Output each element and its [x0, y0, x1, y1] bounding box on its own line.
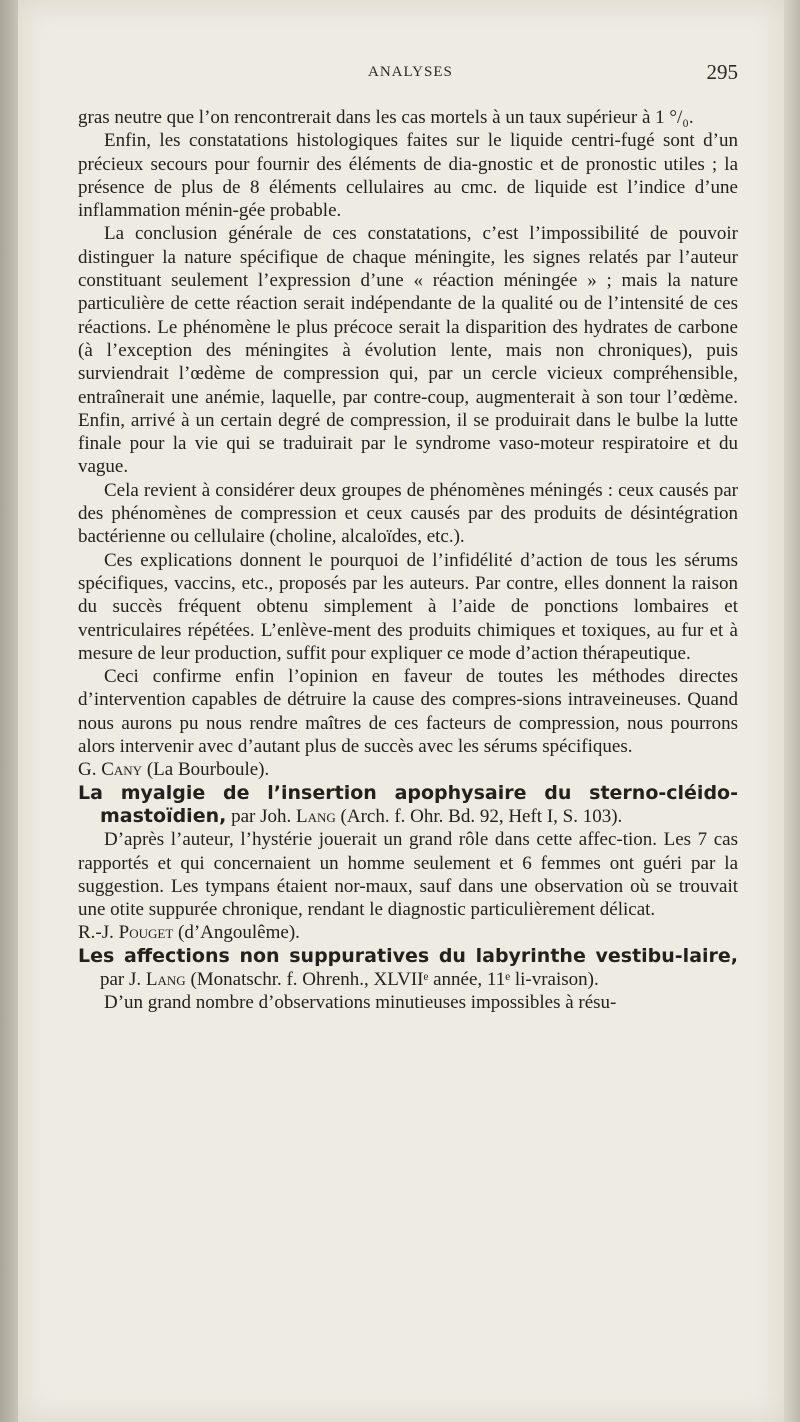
article-body: D’après l’auteur, l’hystérie jouerait un grand rôle dans cette affec-tion. Les 7 cas rapportés et qui concernaient un homme seulement et 6 femmes ont guéri par la suggestion. Les tympans étaient nor-maux, sauf dans une observation où se trouvait une otite suppurée chronique, rendant le diagnostic particulièrement délicat. — [78, 829, 738, 921]
article-by: par J. — [100, 968, 142, 990]
article-title: Les affections non suppuratives du labyrinthe vestibu-laire, — [78, 944, 738, 967]
article-body: D’un grand nombre d’observations minutieuses impossibles à résu- — [104, 992, 617, 1014]
paragraph: La conclusion générale de ces constatations, c’est l’impossibilité de pouvoir distinguer la nature spécifique de chaque méningite, les signes relatés par l’auteur constituant seulement l’expression d’une « réaction méningée » ; mais la nature particulière de cette réaction serait indépendante de la qualité ou de l’intensité de ces réactions. Le phénomène le plus précoce serait la disparition des hydrates de carbone (à l’exception des méningites à évolution lente, mais non chroniques), puis surviendrait l’œdème de compression qui, par un cercle vicieux compréhensible, entraînerait une anémie, laquelle, par contre-coup, augmenterait à son tour l’œdème. Enfin, arrivé à un certain degré de compression, il se produirait dans le bulbe la lutte finale pour la vie qui se traduirait par le syndrome vaso-moteur respiratoire et du vague. — [78, 223, 738, 478]
article-heading — [78, 782, 738, 829]
signature-place: (La Bourboule). — [146, 759, 270, 781]
article-citation: (Monatschr. f. Ohrenh., XLVIIᵉ année, 11ᵉ li-vraison). — [190, 968, 599, 990]
running-title: ANALYSES — [368, 64, 453, 80]
signature-name: Cany — [101, 759, 143, 781]
signature-initial: R.-J. — [78, 922, 114, 944]
review-signature — [78, 921, 738, 944]
paragraph: Enfin, les constatations histologiques faites sur le liquide centri-fugé sont d’un précieux secours pour fournir des éléments de dia-gnostic et de pronostic utiles ; la présence de plus de 8 éléments cellulaires au cmc. de liquide est l’indice d’une inflammation ménin-gée probable. — [78, 130, 738, 222]
paragraph: gras neutre que l’on rencontrerait dans les cas mortels à un taux supérieur à 1 °/₀. — [78, 107, 694, 128]
page-edge — [784, 0, 800, 1422]
page-body — [78, 106, 738, 1015]
page-number: 295 — [706, 60, 738, 84]
paragraph: Cela revient à considérer deux groupes de phénomènes méningés : ceux causés par des phénomènes de compression et ceux causés par des produits de désintégration bactérienne ou cellulaire (choline, alcaloïdes, etc.). — [78, 479, 738, 548]
article-title: La myalgie de l’insertion apophysaire du sterno-cléido-mastoïdien, — [78, 781, 738, 827]
article-heading — [78, 945, 738, 992]
article-author: Lang — [145, 968, 186, 990]
signature-initial: G. — [78, 759, 97, 781]
signature-name: Pouget — [118, 922, 174, 944]
signature-place: (d’Angoulême). — [178, 922, 300, 944]
article-by: par Joh. — [231, 805, 292, 827]
article-author: Lang — [295, 805, 336, 827]
paragraph: Ces explications donnent le pourquoi de l’infidélité d’action de tous les sérums spécifiques, vaccins, etc., proposés par les auteurs. Par contre, elles donnent la raison du succès fréquent obtenu simplement à l’aide de ponctions lombaires et ventriculaires répétées. L’enlève-ment des produits chimiques et toxiques, au fur et à mesure de leur production, suffit pour expliquer ce mode d’action thérapeutique. — [78, 549, 738, 664]
page-header — [78, 60, 738, 86]
review-signature — [78, 758, 738, 781]
article-citation: (Arch. f. Ohr. Bd. 92, Heft I, S. 103). — [340, 805, 623, 827]
paragraph: Ceci confirme enfin l’opinion en faveur de toutes les méthodes directes d’intervention capables de détruire la cause des compres-sions intraveineuses. Quand nous aurons pu nous rendre maîtres de ces facteurs de compression, nous pourrons alors intervenir avec d’autant plus de succès avec les sérums spécifiques. — [78, 666, 738, 758]
